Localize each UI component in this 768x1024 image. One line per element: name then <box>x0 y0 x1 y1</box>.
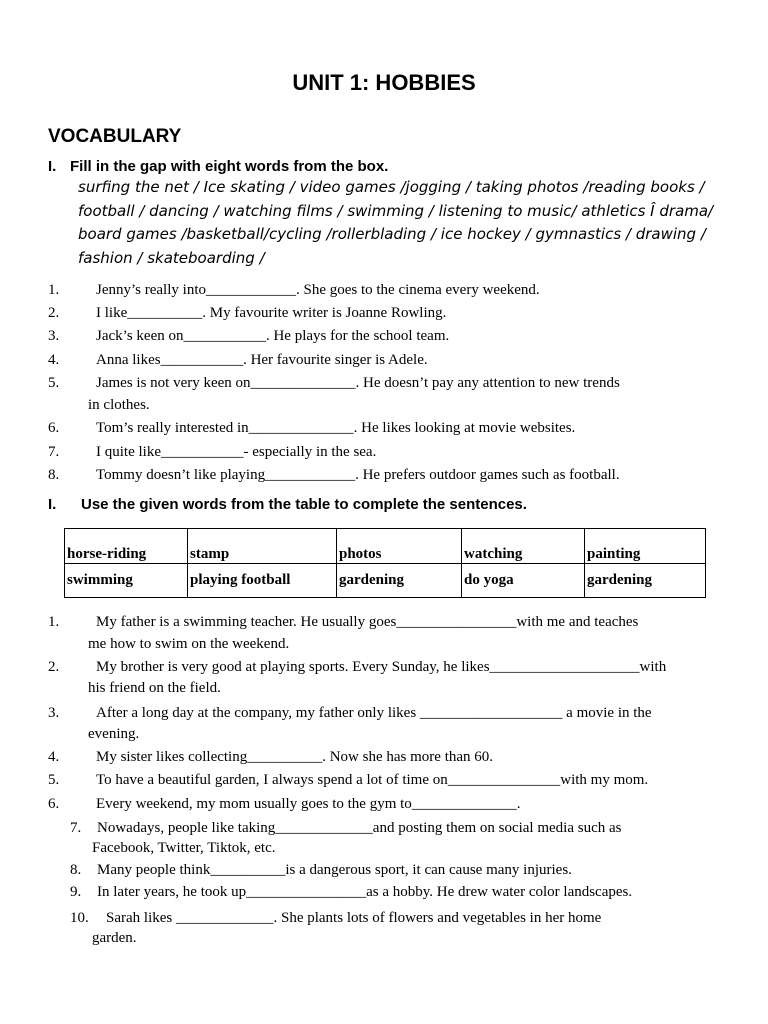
table-cell: do yoga <box>462 564 585 598</box>
exercise-1-instruction-text: Fill in the gap with eight words from the box. <box>70 158 389 175</box>
exercise-1-instruction <box>48 158 388 175</box>
item-text: To have a beautiful garden, I always spend a lot of time on_______________with my mom. <box>96 772 649 788</box>
exercise-2-item <box>48 611 639 633</box>
item-continuation: me how to swim on the weekend. <box>88 636 290 652</box>
item-continuation: garden. <box>92 930 137 946</box>
item-number: 7. <box>70 820 82 836</box>
exercise-1-item <box>48 325 450 347</box>
item-text: I quite like___________- especially in the sea. <box>96 444 377 460</box>
exercise-2-item <box>70 881 633 903</box>
item-continuation: evening. <box>88 726 140 742</box>
exercise-1-item <box>48 441 377 463</box>
item-number: 2. <box>48 305 60 321</box>
exercise-1-item <box>48 302 447 324</box>
exercise-2-number: I. <box>48 496 57 513</box>
exercise-2-item <box>48 702 652 724</box>
exercise-1-item <box>48 417 576 439</box>
table-row <box>65 529 706 564</box>
item-number: 3. <box>48 705 60 721</box>
table-row <box>65 564 706 598</box>
item-number: 8. <box>70 862 82 878</box>
item-number: 4. <box>48 749 60 765</box>
word-box-line: fashion / skateboarding / <box>78 248 265 267</box>
item-text: Tom’s really interested in______________. He likes looking at movie websites. <box>96 420 576 436</box>
section-heading: VOCABULARY <box>48 126 182 147</box>
table-cell: stamp <box>188 529 337 564</box>
item-text: My brother is very good at playing sports. Every Sunday, he likes____________________with <box>96 659 667 675</box>
item-number: 3. <box>48 328 60 344</box>
item-text: James is not very keen on______________. He doesn’t pay any attention to new trends <box>96 375 620 391</box>
word-box-line: surfing the net / Ice skating / video games /jogging / taking photos /reading books / <box>78 178 705 196</box>
table-cell: photos <box>337 529 462 564</box>
exercise-2-item <box>70 859 572 881</box>
word-box-line: board games /basketball/cycling /rollerblading / ice hockey / gymnastics / drawing / <box>78 225 706 243</box>
item-number: 8. <box>48 467 60 483</box>
exercise-2-item <box>48 746 494 768</box>
exercise-1-item <box>48 279 540 301</box>
item-continuation: his friend on the field. <box>88 680 221 696</box>
item-text: I like__________. My favourite writer is Joanne Rowling. <box>96 305 447 321</box>
exercise-1-number: I. <box>48 158 57 175</box>
exercise-2-item <box>48 769 649 791</box>
word-table <box>64 528 706 598</box>
table-cell: swimming <box>65 564 188 598</box>
table-cell: painting <box>585 529 706 564</box>
exercise-1-item <box>48 464 620 486</box>
item-number: 4. <box>48 352 60 368</box>
exercise-2-instruction-text: Use the given words from the table to complete the sentences. <box>81 496 527 513</box>
item-text: Nowadays, people like taking_____________and posting them on social media such as <box>97 820 622 836</box>
page-title: UNIT 1: HOBBIES <box>292 70 476 95</box>
item-number: 9. <box>70 884 82 900</box>
table-cell: gardening <box>337 564 462 598</box>
exercise-2-instruction <box>48 496 527 513</box>
item-number: 10. <box>70 910 89 926</box>
exercise-1-item <box>48 372 620 394</box>
item-number: 2. <box>48 659 60 675</box>
item-text: Jenny’s really into____________. She goes to the cinema every weekend. <box>96 282 540 298</box>
item-number: 6. <box>48 796 60 812</box>
item-number: 1. <box>48 282 60 298</box>
word-box-line: football / dancing / watching films / swimming / listening to music/ athletics Î drama/ <box>78 201 714 220</box>
item-text: My father is a swimming teacher. He usually goes________________with me and teaches <box>96 614 639 630</box>
exercise-2-item <box>70 817 622 839</box>
exercise-2-item <box>48 656 667 678</box>
word-box <box>78 176 718 270</box>
item-number: 1. <box>48 614 60 630</box>
table-cell: horse-riding <box>65 529 188 564</box>
item-number: 5. <box>48 772 60 788</box>
item-text: Anna likes___________. Her favourite singer is Adele. <box>96 352 428 368</box>
item-text: Jack’s keen on___________. He plays for the school team. <box>96 328 450 344</box>
item-text: Many people think__________is a dangerous sport, it can cause many injuries. <box>97 862 572 878</box>
table-cell: watching <box>462 529 585 564</box>
item-text: Every weekend, my mom usually goes to the gym to______________. <box>96 796 521 812</box>
item-number: 5. <box>48 375 60 391</box>
item-text: My sister likes collecting__________. Now she has more than 60. <box>96 749 494 765</box>
item-text: In later years, he took up________________as a hobby. He drew water color landscapes. <box>97 884 633 900</box>
exercise-2-item <box>48 793 521 815</box>
item-number: 6. <box>48 420 60 436</box>
exercise-1-item <box>48 349 428 371</box>
table-cell: gardening <box>585 564 706 598</box>
exercise-2-item <box>70 907 602 929</box>
table-cell: playing football <box>188 564 337 598</box>
item-continuation: Facebook, Twitter, Tiktok, etc. <box>92 840 276 856</box>
item-text: Tommy doesn’t like playing____________. He prefers outdoor games such as football. <box>96 467 620 483</box>
item-text: After a long day at the company, my father only likes ___________________ a movie in the <box>96 705 652 721</box>
item-continuation: in clothes. <box>88 397 150 413</box>
item-number: 7. <box>48 444 60 460</box>
item-text: Sarah likes _____________. She plants lots of flowers and vegetables in her home <box>106 910 602 926</box>
